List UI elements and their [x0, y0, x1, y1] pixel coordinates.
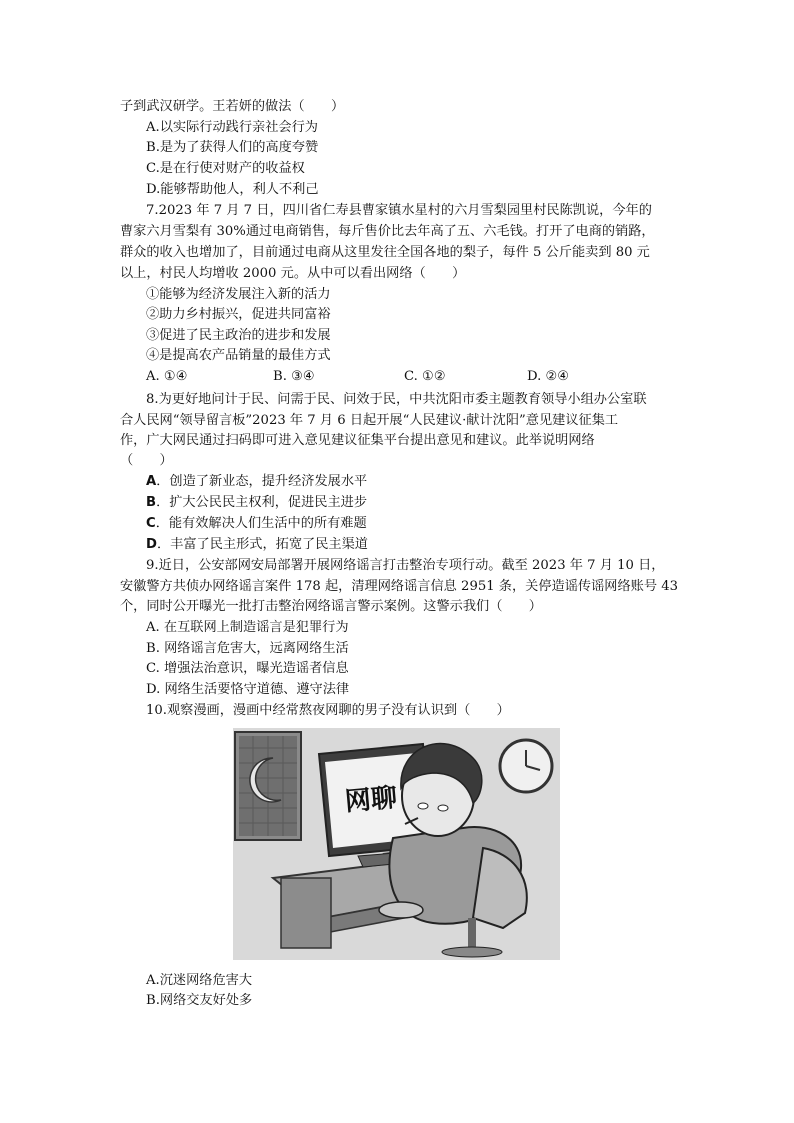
q8-stem-line-3: 作，广大网民通过扫码即可进入意见建议征集平台提出意见和建议。此举说明网络	[120, 433, 595, 448]
q7-choice-c: C. ①②	[404, 369, 446, 384]
q9-option-a: A. 在互联网上制造谣言是犯罪行为	[146, 620, 349, 635]
q8-option-c-text: ．能有效解决人们生活中的所有难题	[155, 516, 367, 531]
q8-option-a	[146, 472, 367, 492]
q7-stem-line-3: 群众的收入也增加了，目前通过电商从这里发往全国各地的梨子，每件 5 公斤能卖到 80 元	[120, 245, 650, 260]
q8-option-c-letter: C	[146, 516, 156, 531]
q7-statement-1: ①能够为经济发展注入新的活力	[146, 287, 331, 302]
q7-choice-a: A. ①④	[146, 369, 188, 384]
q8-option-b-letter: B	[146, 495, 157, 510]
q10-option-a: A.沉迷网络危害大	[146, 973, 253, 988]
cartoon-illustration	[233, 728, 560, 960]
cartoon-screen-text: 网聊	[343, 782, 399, 818]
q8-stem-line-2: 合人民网“领导留言板”2023 年 7 月 6 日起开展“人民建议·献计沈阳”意见建议征集工	[120, 413, 619, 428]
q8-option-c	[146, 514, 367, 534]
q6-option-b: B.是为了获得人们的高度夸赞	[146, 140, 319, 155]
q9-stem-line-3: 个，同时公开曝光一批打击整治网络谣言警示案例。这警示我们（ ）	[120, 599, 542, 614]
q6-stem-tail: 子到武汉研学。王若妍的做法（ ）	[120, 99, 345, 114]
q7-stem-line-1: 7.2023 年 7 月 7 日，四川省仁寿县曹家镇水星村的六月雪梨园里村民陈凯说，今年的	[146, 203, 652, 218]
q9-stem-line-2: 安徽警方共侦办网络谣言案件 178 起，清理网络谣言信息 2951 条，关停造谣传谣网络账号 43	[120, 579, 679, 594]
q8-option-b-text: ．扩大公民民主权利，促进民主进步	[156, 495, 368, 510]
q7-stem-line-2: 曹家六月雪梨有 30%通过电商销售，每斤售价比去年高了五、六毛钱。打开了电商的销路，	[120, 224, 655, 239]
q8-stem-line-4: （ ）	[120, 453, 173, 468]
q8-option-a-text: ．创造了新业态，提升经济发展水平	[156, 474, 368, 489]
q8-option-a-letter: A	[146, 474, 157, 489]
q6-option-c: C.是在行使对财产的收益权	[146, 161, 305, 176]
q9-option-d: D. 网络生活要恪守道德、遵守法律	[146, 682, 350, 697]
q8-option-d	[146, 535, 368, 555]
q6-option-a: A.以实际行动践行亲社会行为	[146, 120, 318, 135]
q8-stem-line-1: 8.为更好地问计于民、问需于民、问效于民，中共沈阳市委主题教育领导小组办公室联	[146, 392, 647, 407]
q10-stem: 10.观察漫画，漫画中经常熬夜网聊的男子没有认识到（ ）	[146, 703, 510, 718]
q8-option-d-letter: D	[146, 537, 157, 552]
q9-stem-line-1: 9.近日，公安部网安局部署开展网络谣言打击整治专项行动。截至 2023 年 7 月 10 日，	[146, 558, 665, 573]
q7-choice-d: D. ②④	[527, 369, 570, 384]
q10-option-b: B.网络交友好处多	[146, 993, 253, 1008]
q8-option-b	[146, 493, 367, 513]
q8-option-d-text: ．丰富了民主形式，拓宽了民主渠道	[156, 537, 368, 552]
q7-stem-line-4: 以上，村民人均增收 2000 元。从中可以看出网络（ ）	[120, 266, 466, 281]
q7-choice-b: B. ③④	[273, 369, 315, 384]
q9-option-c: C. 增强法治意识，曝光造谣者信息	[146, 661, 349, 676]
q9-option-b: B. 网络谣言危害大，远离网络生活	[146, 641, 349, 656]
q7-statement-4: ④是提高农产品销量的最佳方式	[146, 348, 331, 363]
q7-statement-3: ③促进了民主政治的进步和发展	[146, 328, 331, 343]
q7-statement-2: ②助力乡村振兴，促进共同富裕	[146, 307, 331, 322]
q6-option-d: D.能够帮助他人，利人不利己	[146, 182, 319, 197]
